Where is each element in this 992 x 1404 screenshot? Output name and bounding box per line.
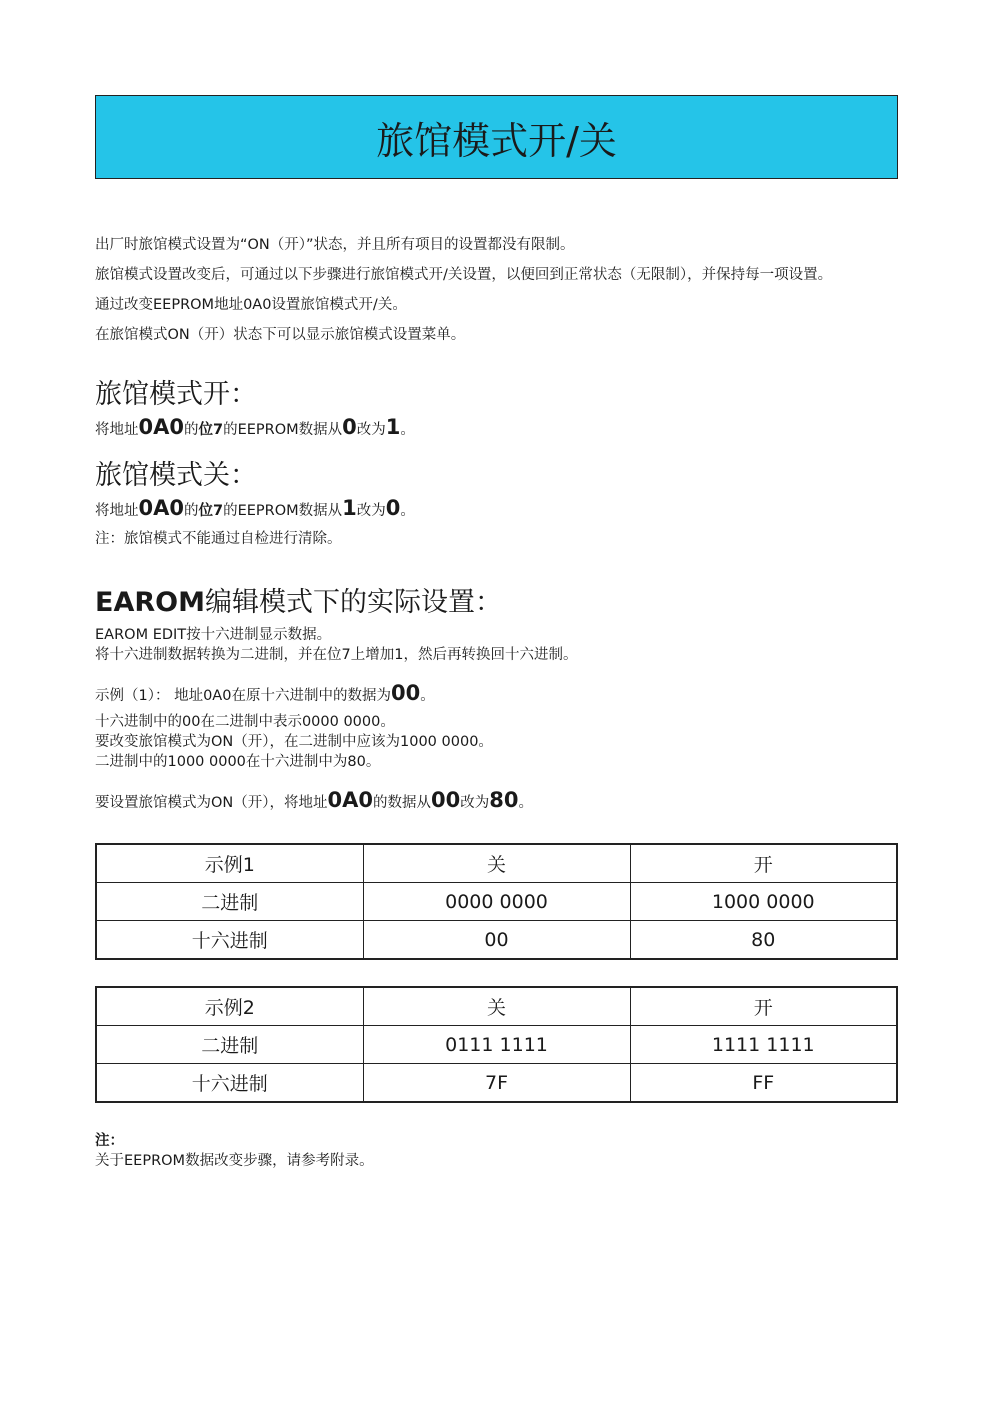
- table-cell: 1111 1111: [630, 1026, 897, 1064]
- set-instruction: 要设置旅馆模式为ON（开），将地址0A0的数据从00改为80。: [95, 788, 533, 812]
- table-row: [96, 1026, 897, 1064]
- final-note-text: 关于EEPROM数据改变步骤，请参考附录。: [95, 1153, 374, 1169]
- intro-paragraph-3: 通过改变EEPROM地址0A0设置旅馆模式开/关。: [95, 297, 407, 313]
- earom-description: [95, 625, 898, 665]
- table-row: [96, 921, 897, 960]
- table-cell: 关: [363, 844, 630, 883]
- example-line-3: 二进制中的1000 0000在十六进制中为80。: [95, 754, 381, 770]
- table-cell: 二进制: [96, 1026, 363, 1064]
- earom-heading: EAROM编辑模式下的实际设置：: [95, 587, 502, 618]
- table-cell: 示例2: [96, 987, 363, 1026]
- example-line-1: 十六进制中的00在二进制中表示0000 0000。: [95, 714, 395, 730]
- table-cell: 十六进制: [96, 1064, 363, 1103]
- table-cell: 80: [630, 921, 897, 960]
- set-address: 0A0: [327, 788, 373, 812]
- earom-line-2: 将十六进制数据转换为二进制，并在位7上增加1，然后再转换回十六进制。: [95, 647, 578, 663]
- example-1-intro: 示例（1）： 地址0A0在原十六进制中的数据为00。: [95, 681, 435, 705]
- title-banner: [95, 95, 898, 179]
- table-cell: 0111 1111: [363, 1026, 630, 1064]
- table-cell: 开: [630, 987, 897, 1026]
- address-value: 0A0: [138, 496, 184, 520]
- hotel-on-instruction: 将地址0A0的位7的EEPROM数据从0改为1。: [95, 415, 415, 439]
- intro-paragraph-1: 出厂时旅馆模式设置为“ON（开）”状态，并且所有项目的设置都没有限制。: [95, 237, 575, 253]
- hotel-off-instruction: 将地址0A0的位7的EEPROM数据从1改为0。: [95, 496, 415, 520]
- final-note: [95, 1131, 898, 1171]
- set-from: 00: [431, 788, 461, 812]
- hotel-off-note: 注：旅馆模式不能通过自检进行清除。: [95, 531, 342, 547]
- page: [95, 95, 898, 1171]
- intro-paragraph-4: 在旅馆模式ON（开）状态下可以显示旅馆模式设置菜单。: [95, 327, 466, 343]
- example-line-2: 要改变旅馆模式为ON（开），在二进制中应该为1000 0000。: [95, 734, 493, 750]
- table-cell: 0000 0000: [363, 883, 630, 921]
- address-value: 0A0: [138, 415, 184, 439]
- table-header-row: [96, 844, 897, 883]
- set-to: 80: [489, 788, 519, 812]
- table-cell: 关: [363, 987, 630, 1026]
- from-value: 0: [342, 415, 357, 439]
- table-cell: 开: [630, 844, 897, 883]
- example-table-2: [95, 986, 898, 1103]
- hotel-on-heading: 旅馆模式开：: [95, 379, 257, 410]
- intro-paragraph-2: 旅馆模式设置改变后，可通过以下步骤进行旅馆模式开/关设置，以便回到正常状态（无限制），并保持每一项设置。: [95, 267, 833, 283]
- table-row: [96, 883, 897, 921]
- table-header-row: [96, 987, 897, 1026]
- intro-section: [95, 235, 898, 345]
- table-cell: 示例1: [96, 844, 363, 883]
- to-value: 1: [385, 415, 401, 439]
- to-value: 0: [385, 496, 401, 520]
- table-cell: 7F: [363, 1064, 630, 1103]
- example-1-lines: [95, 712, 898, 772]
- earom-line-1: EAROM EDIT按十六进制显示数据。: [95, 627, 332, 643]
- page-title: 旅馆模式开/关: [376, 118, 617, 163]
- from-value: 1: [342, 496, 357, 520]
- table-cell: 二进制: [96, 883, 363, 921]
- hotel-off-heading: 旅馆模式关：: [95, 460, 257, 491]
- final-note-label: 注：: [95, 1133, 124, 1149]
- example-table-1: [95, 843, 898, 960]
- table-cell: FF: [630, 1064, 897, 1103]
- example-1-value: 00: [390, 681, 421, 705]
- table-cell: 00: [363, 921, 630, 960]
- table-cell: 十六进制: [96, 921, 363, 960]
- table-row: [96, 1064, 897, 1103]
- table-cell: 1000 0000: [630, 883, 897, 921]
